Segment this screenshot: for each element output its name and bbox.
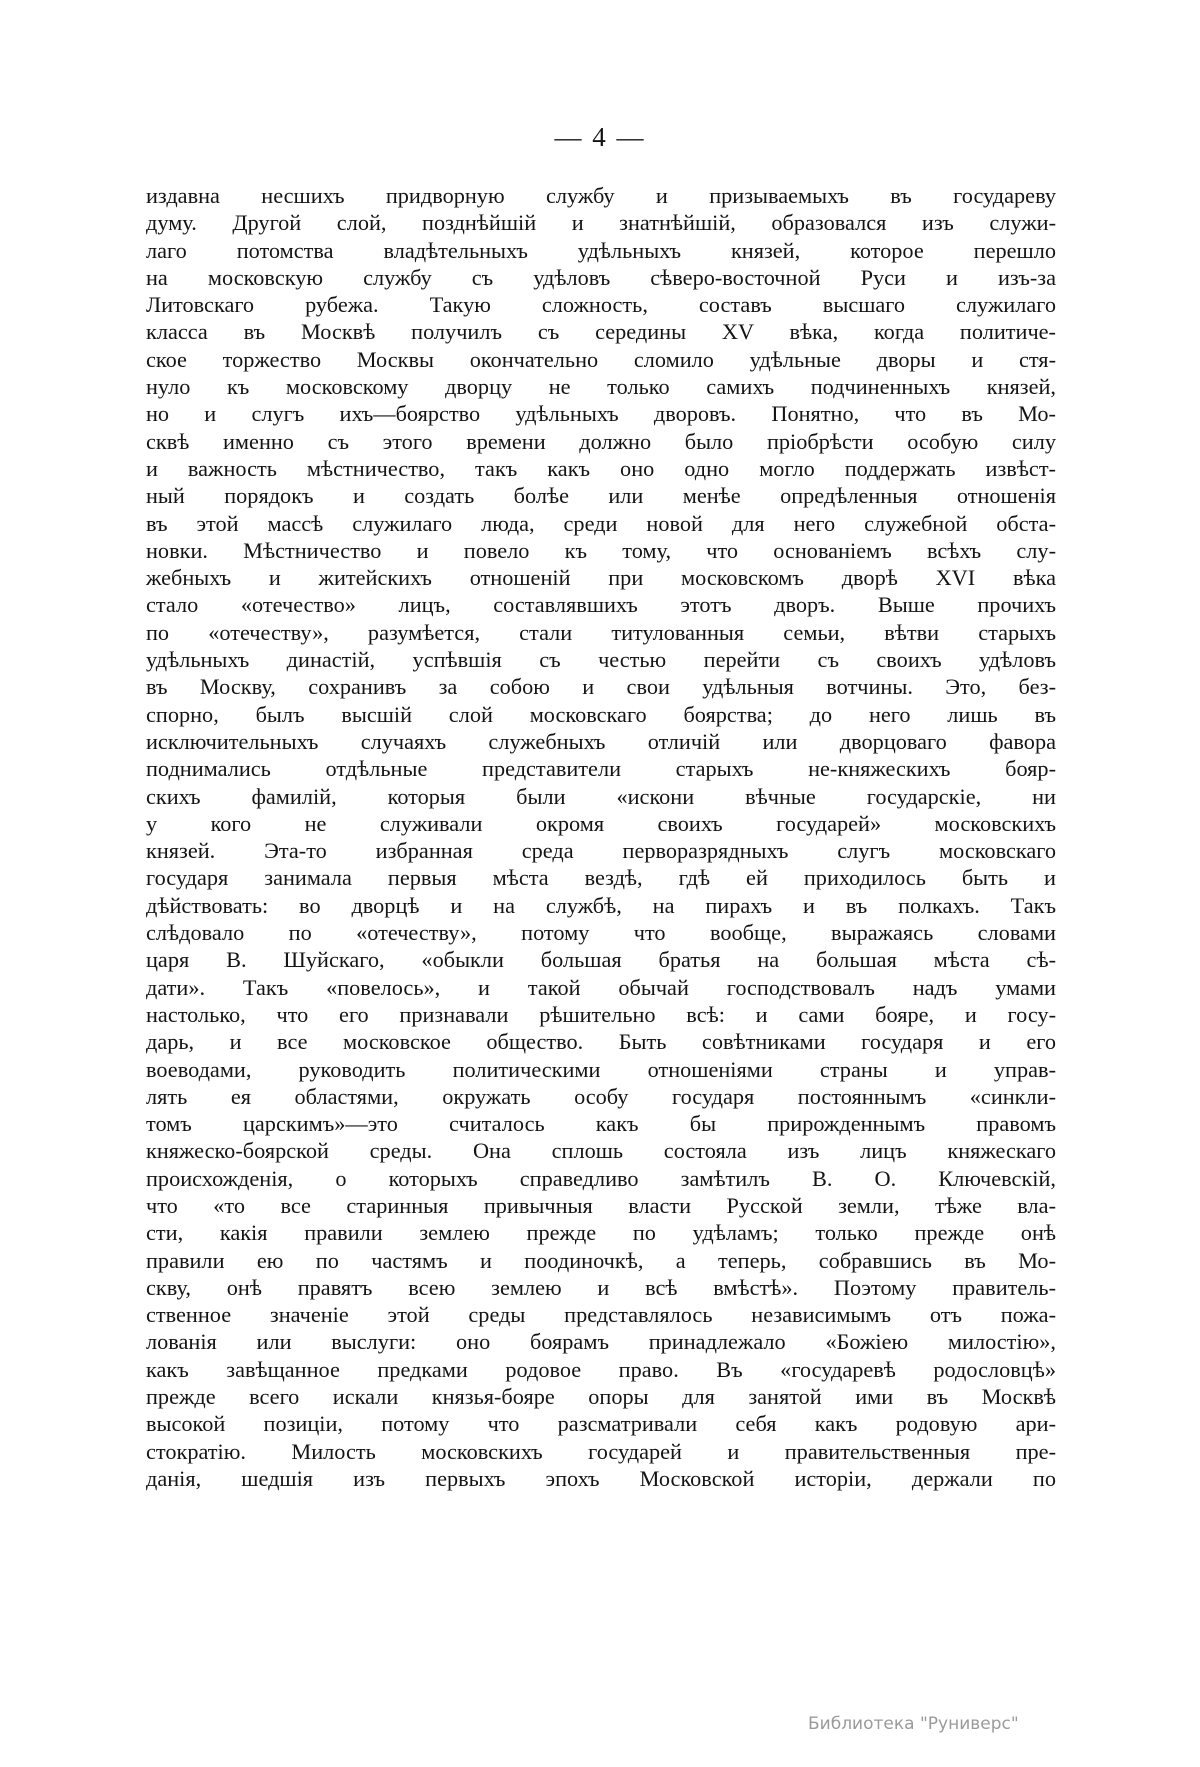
- text-line: по «отечеству», разумѣется, стали титулованныя семьи, вѣтви старыхъ: [146, 619, 1056, 645]
- text-line: нуло къ московскому дворцу не только самихъ подчиненныхъ князей,: [146, 374, 1056, 400]
- text-line: князей. Эта-то избранная среда перворазрядныхъ слугъ московскаго: [146, 838, 1056, 864]
- text-line: новки. Мѣстничество и повело къ тому, что основаніемъ всѣхъ слу-: [146, 537, 1056, 563]
- text-line: слѣдовало по «отечеству», потому что вообще, выражаясь словами: [146, 920, 1056, 946]
- text-line: Литовскаго рубежа. Такую сложность, составъ высшаго служилаго: [146, 292, 1056, 318]
- text-line: княжеско-боярской среды. Она сплошь состояла изъ лицъ княжескаго: [146, 1138, 1056, 1164]
- text-line: лять ея областями, окружать особу государя постояннымъ «синкли-: [146, 1083, 1056, 1109]
- text-line: у кого не служивали окромя своихъ государей» московскихъ: [146, 810, 1056, 836]
- text-line: думу. Другой слой, позднѣйшій и знатнѣйшій, образовался изъ служи-: [146, 210, 1056, 236]
- text-line: что «то все старинныя привычныя власти Русской земли, тѣже вла-: [146, 1192, 1056, 1218]
- text-line: удѣльныхъ династій, успѣвшія съ честью перейти съ своихъ удѣловъ: [146, 647, 1056, 673]
- text-line: высокой позиціи, потому что разсматривали себя какъ родовую ари-: [146, 1411, 1056, 1437]
- library-watermark: Библиотека "Руниверс": [808, 1714, 1019, 1734]
- text-line: сти, какія правили землею прежде по удѣламъ; только прежде онѣ: [146, 1220, 1056, 1246]
- text-line: издавна несшихъ придворную службу и призываемыхъ въ государеву: [146, 183, 1056, 208]
- text-line: класса въ Москвѣ получилъ съ середины XV вѣка, когда политиче-: [146, 319, 1056, 345]
- text-line: дарь, и все московское общество. Быть совѣтниками государя и его: [146, 1029, 1056, 1055]
- text-line: въ Москву, сохранивъ за собою и свои удѣльныя вотчины. Это, без-: [146, 674, 1056, 700]
- text-line: стократію. Милость московскихъ государей и правительственныя пре-: [146, 1438, 1056, 1464]
- text-line: скихъ фамилій, которыя были «искони вѣчные государскіе, ни: [146, 783, 1056, 809]
- text-line: спорно, былъ высшій слой московскаго боярства; до него лишь въ: [146, 701, 1056, 727]
- text-line: исключительныхъ случаяхъ служебныхъ отличій или дворцоваго фавора: [146, 728, 1056, 754]
- text-line: воеводами, руководить политическими отношеніями страны и управ-: [146, 1056, 1056, 1082]
- page-number: — 4 —: [554, 122, 646, 152]
- text-line: ское торжество Москвы окончательно сломило удѣльные дворы и стя-: [146, 346, 1056, 372]
- text-line: на московскую службу съ удѣловъ сѣверо-восточной Руси и изъ-за: [146, 264, 1056, 290]
- text-line: въ этой массѣ служилаго люда, среди новой для него служебной обста-: [146, 510, 1056, 536]
- text-line: настолько, что его признавали рѣшительно всѣ: и сами бояре, и госу-: [146, 1001, 1056, 1027]
- text-line: лаго потомства владѣтельныхъ удѣльныхъ князей, которое перешло: [146, 237, 1056, 263]
- text-line: какъ завѣщанное предками родовое право. Въ «государевѣ родословцѣ»: [146, 1356, 1056, 1382]
- text-line: правили ею по частямъ и поодиночкѣ, а теперь, собравшись въ Мо-: [146, 1247, 1056, 1273]
- text-line: государя занимала первыя мѣста вездѣ, гдѣ ей приходилось быть и: [146, 865, 1056, 891]
- text-line: царя В. Шуйскаго, «обыкли большая братья на большая мѣста сѣ-: [146, 947, 1056, 973]
- text-line: данія, шедшія изъ первыхъ эпохъ Московской исторіи, держали по: [146, 1465, 1056, 1491]
- text-line: ный порядокъ и создать болѣе или менѣе опредѣленныя отношенія: [146, 483, 1056, 509]
- text-line: дати». Такъ «повелось», и такой обычай господствовалъ надъ умами: [146, 974, 1056, 1000]
- text-line: томъ царскимъ»—это считалось какъ бы прирожденнымъ правомъ: [146, 1111, 1056, 1137]
- text-line: стало «отечество» лицъ, составлявшихъ этотъ дворъ. Выше прочихъ: [146, 592, 1056, 618]
- text-line: лованія или выслуги: оно боярамъ принадлежало «Божіею милостію»,: [146, 1329, 1056, 1355]
- text-line: и важность мѣстничество, такъ какъ оно одно могло поддержать извѣст-: [146, 455, 1056, 481]
- text-line: ственное значеніе этой среды представлялось независимымъ отъ пожа-: [146, 1302, 1056, 1328]
- body-text: [146, 182, 1056, 1492]
- text-line: но и слугъ ихъ—боярство удѣльныхъ дворовъ. Понятно, что въ Мо-: [146, 401, 1056, 427]
- text-line: поднимались отдѣльные представители старыхъ не-княжескихъ бояр-: [146, 756, 1056, 782]
- text-line: прежде всего искали князья-бояре опоры для занятой ими въ Москвѣ: [146, 1384, 1056, 1410]
- text-line: дѣйствовать: во дворцѣ и на службѣ, на пирахъ и въ полкахъ. Такъ: [146, 892, 1056, 918]
- text-line: скву, онѣ правятъ всею землею и всѣ вмѣстѣ». Поэтому правитель-: [146, 1274, 1056, 1300]
- text-line: происхожденія, о которыхъ справедливо замѣтилъ В. О. Ключевскій,: [146, 1165, 1056, 1191]
- text-line: жебныхъ и житейскихъ отношеній при московскомъ дворѣ XVI вѣка: [146, 565, 1056, 591]
- text-line: сквѣ именно съ этого времени должно было пріобрѣсти особую силу: [146, 428, 1056, 454]
